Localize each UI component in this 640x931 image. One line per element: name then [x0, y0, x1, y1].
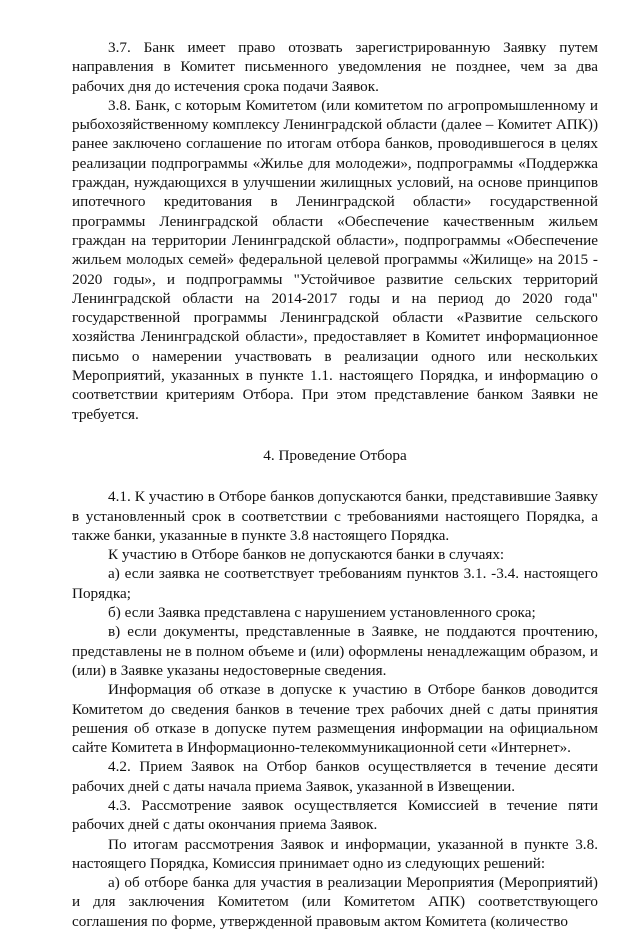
paragraph-4-3: 4.3. Рассмотрение заявок осуществляется Комиссией в течение пяти рабочих дней с даты окончания приема Заявок. — [72, 796, 598, 834]
paragraph-exclusion-b: б) если Заявка представлена с нарушением установленного срока; — [108, 604, 536, 622]
paragraph-exclusion-c: в) если документы, представленные в Заявке, не поддаются прочтению, представлены не в полном объеме и (или) оформлены ненадлежащим образом, и (или) в Заявке указаны недостоверные сведения. — [72, 623, 598, 679]
paragraph-decisions-intro: По итогам рассмотрения Заявок и информации, указанной в пункте 3.8. настоящего Порядка, Комиссия принимает одно из следующих решений: — [72, 835, 598, 872]
paragraph-3-8: 3.8. Банк, с которым Комитетом (или комитетом по агропромышленному и рыбохозяйственному комплексу Ленинградской области (далее – Комитет АПК)) ранее заключено соглашение по итогам отбора банков, проводившегося в целях реализации подпрограммы «Жилье для молодежи», подпрограммы «Поддержка граждан, нуждающихся в улучшении жилищных условий, на основе принципов ипотечного кредитования в Ленинградской области» государственной программы Ленинградской области «Обеспечение качественным жильем граждан на территории Ленинградской области», подпрограммы «Обеспечение жильем молодых семей» федеральной целевой программы «Жилище» на 2015 - 2020 годы», и подпрограммы "Устойчивое развитие сельских территорий Ленинградской области на 2014-2017 годы и на период до 2020 года" государственной программы Ленинградской области «Развитие сельского хозяйства Ленинградской области», предоставляет в Комитет информационное письмо о намерении участвовать в реализации одного или нескольких Мероприятий, указанных в пункте 1.1. настоящего Порядка, и информацию о соответствии критериям Отбора. При этом представление банком Заявки не требуется. — [72, 96, 598, 423]
paragraph-4-1: 4.1. К участию в Отборе банков допускаются банки, представившие Заявку в установленный срок в соответствии с требованиями настоящего Порядка, а также банки, указанные в пункте 3.8 настоящего Порядка. — [72, 488, 598, 544]
paragraph-3-7: 3.7. Банк имеет право отозвать зарегистрированную Заявку путем направления в Комитет письменного уведомления не позднее, чем за два рабочих дня до истечения срока подачи Заявок. — [72, 39, 598, 95]
section-heading: 4. Проведение Отбора — [263, 446, 407, 464]
paragraph-decision-a: а) об отборе банка для участия в реализации Мероприятия (Мероприятий) и для заключения Комитетом (или Комитетом АПК) соответствующего соглашения по форме, утвержденной правовым актом Комитета (количество — [72, 874, 598, 930]
paragraph-refusal-info: Информация об отказе в допуске к участию в Отборе банков доводится Комитетом до сведения банков в течение трех рабочих дней с даты принятия решения об отказе в допуске путем размещения информации на официальном сайте Комитета в Информационно-телекоммуникационной сети «Интернет». — [72, 681, 598, 757]
paragraph-exclusion-a: а) если заявка не соответствует требованиям пунктов 3.1. -3.4. настоящего Порядка; — [72, 565, 598, 602]
paragraph-4-2: 4.2. Прием Заявок на Отбор банков осуществляется в течение десяти рабочих дней с даты начала приема Заявок, указанной в Извещении. — [72, 758, 598, 795]
paragraph-exclusion-intro: К участию в Отборе банков не допускаются банки в случаях: — [108, 546, 505, 564]
